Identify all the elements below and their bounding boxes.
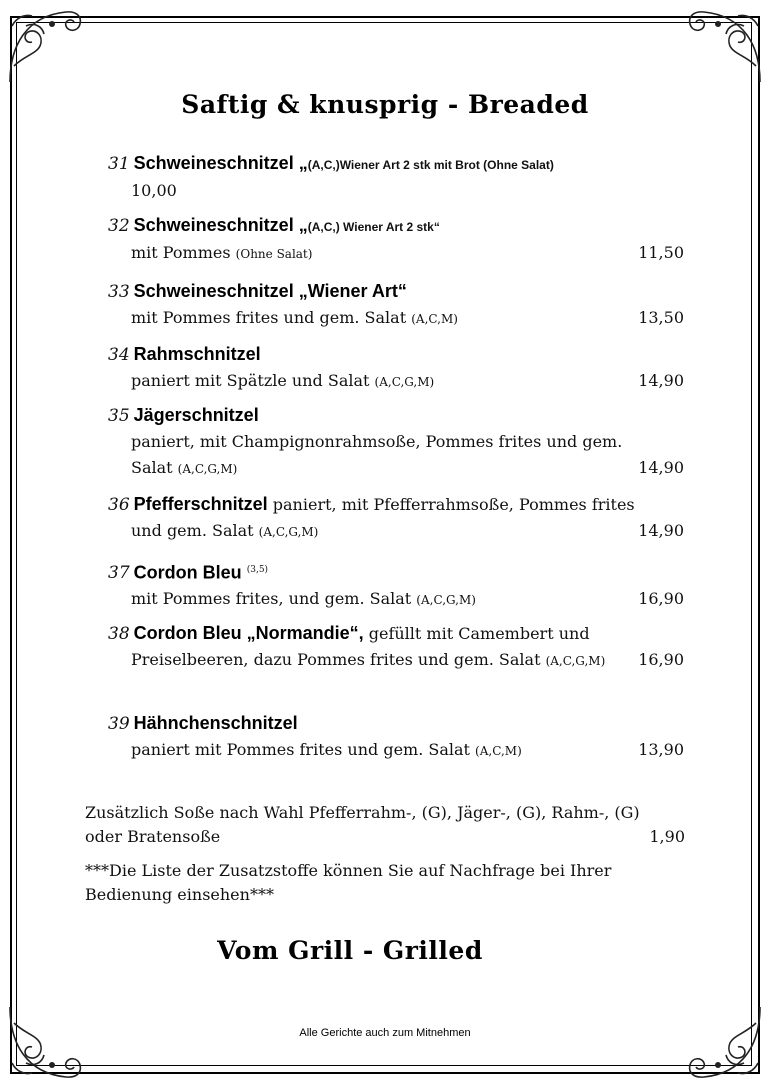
item-number: 35: [108, 406, 130, 426]
item-number: 37: [108, 563, 130, 584]
menu-item: [108, 710, 684, 764]
item-allergens: (A,C,G,M): [258, 525, 319, 539]
item-description: mit Pommes: [131, 243, 236, 262]
menu-item: [108, 402, 684, 482]
item-allergens: (A,C,M): [411, 312, 458, 326]
item-description: paniert, mit Pfefferrahmsoße, Pommes frites: [267, 495, 635, 514]
item-name: Hähnchenschnitzel: [133, 713, 298, 733]
footer-note: Alle Gerichte auch zum Mitnehmen: [299, 1027, 471, 1039]
section-heading: Vom Grill - Grilled: [217, 936, 483, 965]
ornament-corner-icon: [6, 6, 86, 86]
item-description: und gem. Salat: [131, 521, 259, 540]
item-description: paniert mit Pommes frites und gem. Salat: [131, 740, 476, 759]
menu-item: [108, 620, 684, 674]
item-allergens: (A,C,G,M): [545, 654, 606, 668]
item-name: Cordon Bleu „Normandie“,: [133, 623, 364, 643]
menu-item: [108, 212, 684, 267]
item-allergens: (A,C,G,M): [374, 375, 435, 389]
item-description: Preiselbeeren, dazu Pommes frites und gem. Salat: [131, 650, 546, 669]
item-allergens: (A,C,G,M): [177, 462, 238, 476]
item-name: Pfefferschnitzel: [133, 494, 268, 514]
extra-sauce-line: oder Bratensoße: [85, 827, 221, 846]
item-name: Cordon Bleu: [133, 562, 242, 583]
item-name: Rahmschnitzel: [133, 344, 261, 364]
item-price: 13,90: [638, 740, 684, 759]
item-allergens: (3,5): [246, 565, 269, 575]
item-description: gefüllt mit Camembert und: [363, 624, 590, 643]
item-price: 16,90: [638, 650, 684, 669]
ornament-corner-icon: [6, 1003, 86, 1083]
item-allergens: (Ohne Salat): [235, 247, 313, 261]
extra-sauce-price: 1,90: [649, 827, 685, 846]
item-number: 31: [108, 154, 130, 174]
item-price: 14,90: [638, 458, 684, 477]
item-number: 33: [108, 282, 130, 302]
item-description: Salat: [131, 458, 178, 477]
ornament-corner-icon: [684, 1003, 764, 1083]
item-price: 14,90: [638, 371, 684, 390]
item-description: 10,00: [131, 181, 177, 200]
additives-note-line: ***Die Liste der Zusatzstoffe können Sie auf Nachfrage bei Ihrer: [85, 861, 612, 880]
item-number: 34: [108, 345, 130, 365]
extra-sauce-line: Zusätzlich Soße nach Wahl Pfefferrahm-, (G), Jäger-, (G), Rahm-, (G): [85, 803, 640, 822]
item-name: Jägerschnitzel: [133, 405, 259, 425]
item-name-suffix: (A,C,) Wiener Art 2 stk“: [307, 220, 440, 234]
item-description: paniert mit Spätzle und Salat: [131, 371, 375, 390]
menu-item: [108, 491, 684, 545]
ornament-corner-icon: [684, 6, 764, 86]
item-price: 14,90: [638, 521, 684, 540]
item-name: Schweineschnitzel „Wiener Art“: [133, 281, 407, 301]
item-price: 16,90: [638, 589, 684, 609]
item-number: 38: [108, 624, 130, 644]
additives-note-line: Bedienung einsehen***: [85, 885, 274, 904]
menu-item: [108, 278, 684, 332]
item-number: 36: [108, 495, 130, 515]
item-price: 11,50: [638, 243, 684, 262]
item-number: 39: [108, 714, 130, 734]
item-description: mit Pommes frites und gem. Salat: [131, 308, 412, 327]
item-description: mit Pommes frites, und gem. Salat: [131, 589, 417, 609]
item-name: Schweineschnitzel „: [133, 215, 308, 235]
item-allergens: (A,C,G,M): [416, 593, 476, 608]
item-name-suffix: (A,C,)Wiener Art 2 stk mit Brot (Ohne Salat): [307, 158, 554, 172]
item-price: 13,50: [638, 308, 684, 327]
menu-item: [108, 557, 684, 613]
menu-item: [108, 150, 684, 204]
item-allergens: (A,C,M): [475, 744, 522, 758]
menu-item: [108, 341, 684, 395]
extra-sauce-note: [85, 801, 685, 849]
item-number: 32: [108, 216, 130, 236]
item-name: Schweineschnitzel „: [133, 153, 308, 173]
section-heading: Saftig & knusprig - Breaded: [181, 90, 589, 119]
item-description: paniert, mit Champignonrahmsoße, Pommes frites und gem.: [131, 432, 623, 451]
additives-note: [85, 859, 685, 907]
